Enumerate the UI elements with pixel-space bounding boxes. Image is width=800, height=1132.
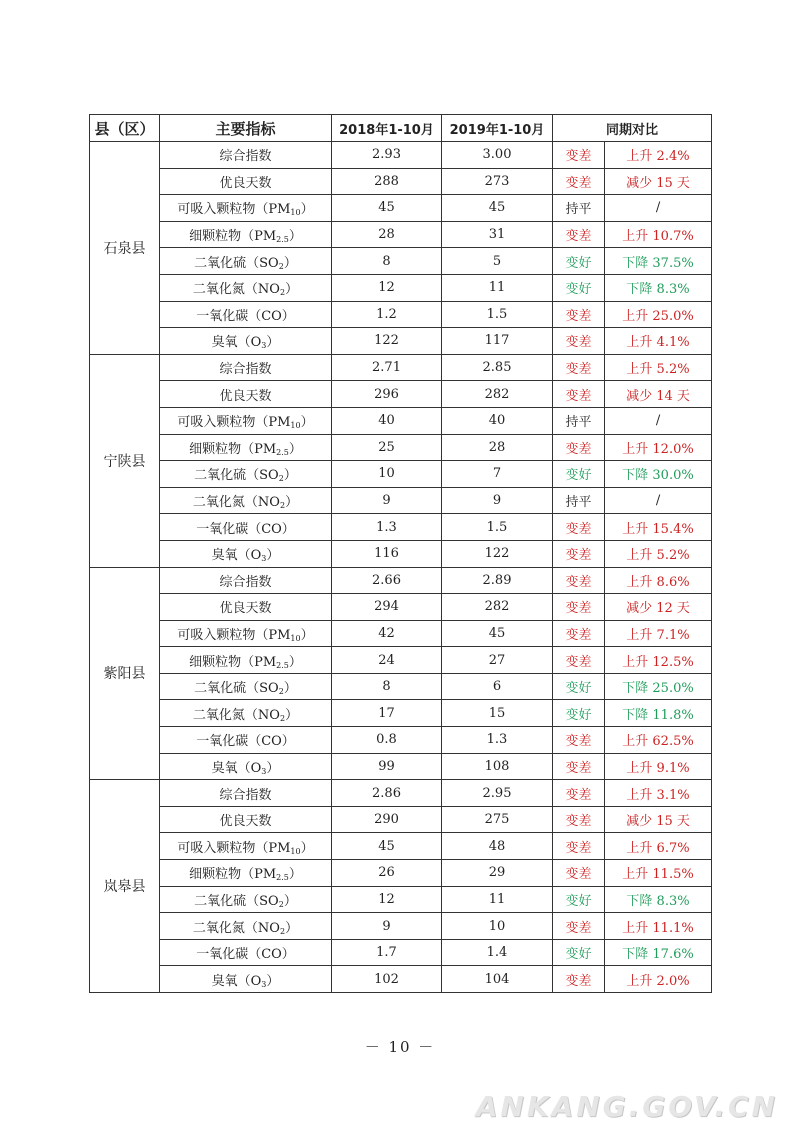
indicator-tail: ） <box>266 335 280 351</box>
value-2018: 2.86 <box>332 780 442 807</box>
indicator-cell <box>160 142 332 169</box>
indicator-subscript: 10 <box>290 633 301 643</box>
table-row <box>90 328 712 355</box>
value-2018: 2.66 <box>332 567 442 594</box>
indicator-subscript: 2.5 <box>276 873 289 883</box>
table-row <box>90 939 712 966</box>
value-2019: 9 <box>442 487 553 514</box>
change-cell: 上升 4.1% <box>605 328 712 355</box>
indicator-name: 二氧化氮（NO <box>192 282 280 298</box>
value-2018: 25 <box>332 434 442 461</box>
air-quality-table-container <box>89 114 711 990</box>
table-row <box>90 753 712 780</box>
value-2018: 296 <box>332 381 442 408</box>
change-cell: 上升 5.2% <box>605 540 712 567</box>
value-2019: 15 <box>442 700 553 727</box>
value-2018: 9 <box>332 913 442 940</box>
value-2019: 6 <box>442 673 553 700</box>
change-cell: 上升 12.0% <box>605 434 712 461</box>
change-cell: 下降 8.3% <box>605 274 712 301</box>
value-2018: 1.3 <box>332 514 442 541</box>
value-2018: 8 <box>332 248 442 275</box>
table-row <box>90 274 712 301</box>
change-cell: 上升 15.4% <box>605 514 712 541</box>
value-2018: 17 <box>332 700 442 727</box>
value-2018: 45 <box>332 195 442 222</box>
page-number: － 10 － <box>364 1038 436 1056</box>
value-2019: 40 <box>442 407 553 434</box>
indicator-name: 二氧化氮（NO <box>192 920 280 936</box>
status-cell: 变差 <box>553 221 605 248</box>
change-cell: 减少 15 天 <box>605 806 712 833</box>
status-cell: 持平 <box>553 487 605 514</box>
header-comparison: 同期对比 <box>553 115 712 142</box>
status-cell: 变差 <box>553 833 605 860</box>
header-2019: 2019年1-10月 <box>442 115 553 142</box>
change-cell: 下降 11.8% <box>605 700 712 727</box>
table-row <box>90 673 712 700</box>
value-2018: 116 <box>332 540 442 567</box>
table-row <box>90 620 712 647</box>
indicator-name: 一氧化碳（CO） <box>196 308 295 324</box>
value-2019: 1.5 <box>442 301 553 328</box>
indicator-cell <box>160 806 332 833</box>
indicator-name: 一氧化碳（CO） <box>196 947 295 963</box>
indicator-cell <box>160 434 332 461</box>
indicator-name: 臭氧（O <box>211 973 262 989</box>
change-cell: 上升 8.6% <box>605 567 712 594</box>
status-cell: 变差 <box>553 594 605 621</box>
value-2018: 9 <box>332 487 442 514</box>
indicator-tail: ） <box>285 282 299 298</box>
value-2019: 282 <box>442 594 553 621</box>
status-cell: 持平 <box>553 407 605 434</box>
change-cell: 下降 17.6% <box>605 939 712 966</box>
indicator-cell <box>160 168 332 195</box>
indicator-tail: ） <box>300 202 314 218</box>
table-row <box>90 540 712 567</box>
value-2019: 7 <box>442 461 553 488</box>
status-cell: 变差 <box>553 168 605 195</box>
value-2018: 45 <box>332 833 442 860</box>
indicator-subscript: 2 <box>279 288 286 298</box>
status-cell: 变差 <box>553 142 605 169</box>
indicator-subscript: 3 <box>261 979 267 989</box>
value-2019: 122 <box>442 540 553 567</box>
indicator-subscript: 2.5 <box>276 235 289 245</box>
table-row <box>90 487 712 514</box>
indicator-subscript: 10 <box>290 846 301 856</box>
status-cell: 变差 <box>553 647 605 674</box>
value-2019: 117 <box>442 328 553 355</box>
change-cell: 上升 6.7% <box>605 833 712 860</box>
value-2019: 1.5 <box>442 514 553 541</box>
status-cell: 变差 <box>553 966 605 993</box>
change-cell: 减少 14 天 <box>605 381 712 408</box>
watermark: ANKANG.GOV.CN <box>475 1090 778 1123</box>
status-cell: 变差 <box>553 806 605 833</box>
value-2019: 3.00 <box>442 142 553 169</box>
value-2018: 290 <box>332 806 442 833</box>
change-cell: 上升 7.1% <box>605 620 712 647</box>
indicator-subscript: 10 <box>290 421 301 431</box>
indicator-cell <box>160 966 332 993</box>
status-cell: 变差 <box>553 354 605 381</box>
table-row <box>90 142 712 169</box>
indicator-name: 综合指数 <box>219 574 272 590</box>
table-row <box>90 833 712 860</box>
indicator-cell <box>160 274 332 301</box>
header-county: 县（区） <box>90 115 160 142</box>
indicator-cell <box>160 381 332 408</box>
indicator-subscript: 10 <box>290 208 301 218</box>
indicator-cell <box>160 620 332 647</box>
county-name: 宁陕县 <box>90 354 160 567</box>
indicator-name: 一氧化碳（CO） <box>196 521 295 537</box>
county-name: 岚皋县 <box>90 780 160 993</box>
header-2018: 2018年1-10月 <box>332 115 442 142</box>
status-cell: 变差 <box>553 567 605 594</box>
table-row <box>90 860 712 887</box>
indicator-name: 综合指数 <box>219 149 272 165</box>
status-cell: 变差 <box>553 753 605 780</box>
table-row <box>90 514 712 541</box>
status-cell: 变好 <box>553 939 605 966</box>
indicator-subscript: 2 <box>278 899 284 909</box>
table-row <box>90 567 712 594</box>
indicator-name: 细颗粒物（PM <box>189 229 277 245</box>
indicator-tail: ） <box>266 548 280 564</box>
indicator-tail: ） <box>300 840 314 856</box>
indicator-name: 优良天数 <box>219 601 272 617</box>
value-2019: 104 <box>442 966 553 993</box>
indicator-tail: ） <box>300 627 314 643</box>
indicator-tail: ） <box>283 893 297 909</box>
indicator-cell <box>160 673 332 700</box>
value-2018: 288 <box>332 168 442 195</box>
table-row <box>90 168 712 195</box>
value-2019: 1.3 <box>442 727 553 754</box>
indicator-cell <box>160 195 332 222</box>
indicator-subscript: 2 <box>279 501 286 511</box>
indicator-cell <box>160 567 332 594</box>
indicator-cell <box>160 221 332 248</box>
table-row <box>90 700 712 727</box>
indicator-tail: ） <box>288 867 302 883</box>
status-cell: 变差 <box>553 727 605 754</box>
change-cell: 减少 12 天 <box>605 594 712 621</box>
table-row <box>90 647 712 674</box>
indicator-cell <box>160 301 332 328</box>
indicator-subscript: 2.5 <box>276 447 289 457</box>
status-cell: 变差 <box>553 860 605 887</box>
indicator-cell <box>160 700 332 727</box>
indicator-cell <box>160 487 332 514</box>
indicator-cell <box>160 780 332 807</box>
indicator-name: 二氧化硫（SO <box>194 468 279 484</box>
status-cell: 变差 <box>553 540 605 567</box>
value-2018: 1.2 <box>332 301 442 328</box>
indicator-name: 二氧化氮（NO <box>192 495 280 511</box>
value-2018: 1.7 <box>332 939 442 966</box>
indicator-name: 优良天数 <box>219 175 272 191</box>
indicator-name: 可吸入颗粒物（PM <box>177 415 291 431</box>
change-cell: 上升 3.1% <box>605 780 712 807</box>
table-header <box>90 115 712 142</box>
indicator-tail: ） <box>288 654 302 670</box>
value-2018: 12 <box>332 274 442 301</box>
indicator-cell <box>160 354 332 381</box>
header-indicator: 主要指标 <box>160 115 332 142</box>
value-2018: 102 <box>332 966 442 993</box>
indicator-name: 综合指数 <box>219 362 272 378</box>
indicator-tail: ） <box>283 255 297 271</box>
value-2019: 282 <box>442 381 553 408</box>
table-row <box>90 248 712 275</box>
value-2018: 294 <box>332 594 442 621</box>
indicator-subscript: 2 <box>278 474 284 484</box>
value-2019: 2.85 <box>442 354 553 381</box>
value-2019: 45 <box>442 620 553 647</box>
status-cell: 变好 <box>553 673 605 700</box>
table-row <box>90 461 712 488</box>
indicator-tail: ） <box>285 707 299 723</box>
indicator-subscript: 2.5 <box>276 660 289 670</box>
table-row <box>90 195 712 222</box>
indicator-cell <box>160 647 332 674</box>
value-2019: 1.4 <box>442 939 553 966</box>
status-cell: 变差 <box>553 514 605 541</box>
value-2019: 45 <box>442 195 553 222</box>
indicator-cell <box>160 833 332 860</box>
indicator-subscript: 3 <box>261 554 267 564</box>
header-row <box>90 115 712 142</box>
value-2019: 11 <box>442 886 553 913</box>
change-cell: 上升 2.4% <box>605 142 712 169</box>
value-2019: 5 <box>442 248 553 275</box>
change-cell: 上升 12.5% <box>605 647 712 674</box>
table-row <box>90 354 712 381</box>
value-2019: 27 <box>442 647 553 674</box>
indicator-cell <box>160 461 332 488</box>
indicator-tail: ） <box>285 495 299 511</box>
indicator-name: 二氧化硫（SO <box>194 681 279 697</box>
table-body <box>90 142 712 993</box>
value-2019: 31 <box>442 221 553 248</box>
value-2018: 10 <box>332 461 442 488</box>
value-2018: 12 <box>332 886 442 913</box>
value-2019: 2.89 <box>442 567 553 594</box>
indicator-tail: ） <box>266 973 280 989</box>
indicator-cell <box>160 407 332 434</box>
change-cell: 减少 15 天 <box>605 168 712 195</box>
indicator-name: 可吸入颗粒物（PM <box>177 840 291 856</box>
value-2019: 275 <box>442 806 553 833</box>
change-cell: / <box>605 195 712 222</box>
indicator-name: 二氧化硫（SO <box>194 893 279 909</box>
indicator-cell <box>160 594 332 621</box>
value-2018: 122 <box>332 328 442 355</box>
table-row <box>90 221 712 248</box>
table-row <box>90 407 712 434</box>
value-2019: 48 <box>442 833 553 860</box>
status-cell: 变好 <box>553 700 605 727</box>
value-2019: 2.95 <box>442 780 553 807</box>
county-name: 紫阳县 <box>90 567 160 780</box>
indicator-name: 一氧化碳（CO） <box>196 734 295 750</box>
value-2019: 273 <box>442 168 553 195</box>
indicator-cell <box>160 540 332 567</box>
value-2018: 28 <box>332 221 442 248</box>
status-cell: 持平 <box>553 195 605 222</box>
table-row <box>90 966 712 993</box>
indicator-tail: ） <box>285 920 299 936</box>
indicator-cell <box>160 514 332 541</box>
value-2019: 108 <box>442 753 553 780</box>
table-row <box>90 886 712 913</box>
status-cell: 变差 <box>553 328 605 355</box>
indicator-name: 臭氧（O <box>211 760 262 776</box>
change-cell: 上升 5.2% <box>605 354 712 381</box>
value-2018: 2.93 <box>332 142 442 169</box>
indicator-cell <box>160 753 332 780</box>
indicator-cell <box>160 913 332 940</box>
status-cell: 变差 <box>553 301 605 328</box>
indicator-subscript: 2 <box>278 261 284 271</box>
value-2018: 42 <box>332 620 442 647</box>
indicator-name: 可吸入颗粒物（PM <box>177 202 291 218</box>
indicator-tail: ） <box>266 760 280 776</box>
change-cell: 上升 11.1% <box>605 913 712 940</box>
status-cell: 变差 <box>553 381 605 408</box>
status-cell: 变好 <box>553 886 605 913</box>
change-cell: 上升 9.1% <box>605 753 712 780</box>
table-row <box>90 434 712 461</box>
indicator-subscript: 2 <box>278 687 284 697</box>
table-row <box>90 381 712 408</box>
indicator-subscript: 3 <box>261 766 267 776</box>
change-cell: / <box>605 487 712 514</box>
indicator-cell <box>160 886 332 913</box>
indicator-cell <box>160 248 332 275</box>
indicator-subscript: 3 <box>261 341 267 351</box>
indicator-subscript: 2 <box>279 713 286 723</box>
value-2019: 10 <box>442 913 553 940</box>
value-2018: 0.8 <box>332 727 442 754</box>
table-row <box>90 594 712 621</box>
indicator-tail: ） <box>283 468 297 484</box>
status-cell: 变差 <box>553 434 605 461</box>
change-cell: / <box>605 407 712 434</box>
indicator-name: 可吸入颗粒物（PM <box>177 627 291 643</box>
indicator-subscript: 2 <box>279 926 286 936</box>
indicator-name: 臭氧（O <box>211 335 262 351</box>
change-cell: 上升 62.5% <box>605 727 712 754</box>
change-cell: 上升 10.7% <box>605 221 712 248</box>
indicator-cell <box>160 860 332 887</box>
value-2018: 2.71 <box>332 354 442 381</box>
indicator-name: 综合指数 <box>219 787 272 803</box>
change-cell: 上升 25.0% <box>605 301 712 328</box>
value-2018: 99 <box>332 753 442 780</box>
indicator-tail: ） <box>288 441 302 457</box>
indicator-cell <box>160 727 332 754</box>
change-cell: 下降 30.0% <box>605 461 712 488</box>
change-cell: 上升 2.0% <box>605 966 712 993</box>
table-row <box>90 301 712 328</box>
indicator-name: 臭氧（O <box>211 548 262 564</box>
indicator-name: 细颗粒物（PM <box>189 867 277 883</box>
indicator-name: 优良天数 <box>219 388 272 404</box>
table-row <box>90 806 712 833</box>
status-cell: 变好 <box>553 248 605 275</box>
status-cell: 变差 <box>553 620 605 647</box>
indicator-tail: ） <box>300 415 314 431</box>
value-2019: 28 <box>442 434 553 461</box>
indicator-cell <box>160 328 332 355</box>
county-name: 石泉县 <box>90 142 160 355</box>
indicator-name: 优良天数 <box>219 814 272 830</box>
value-2018: 26 <box>332 860 442 887</box>
indicator-name: 细颗粒物（PM <box>189 654 277 670</box>
indicator-tail: ） <box>283 681 297 697</box>
indicator-name: 细颗粒物（PM <box>189 441 277 457</box>
table-row <box>90 780 712 807</box>
status-cell: 变差 <box>553 780 605 807</box>
change-cell: 下降 37.5% <box>605 248 712 275</box>
change-cell: 下降 25.0% <box>605 673 712 700</box>
value-2018: 40 <box>332 407 442 434</box>
value-2019: 11 <box>442 274 553 301</box>
status-cell: 变好 <box>553 461 605 488</box>
change-cell: 下降 8.3% <box>605 886 712 913</box>
air-quality-table <box>89 114 712 993</box>
table-row <box>90 727 712 754</box>
indicator-name: 二氧化硫（SO <box>194 255 279 271</box>
status-cell: 变好 <box>553 274 605 301</box>
value-2018: 8 <box>332 673 442 700</box>
table-row <box>90 913 712 940</box>
value-2019: 29 <box>442 860 553 887</box>
indicator-name: 二氧化氮（NO <box>192 707 280 723</box>
indicator-cell <box>160 939 332 966</box>
indicator-tail: ） <box>288 229 302 245</box>
status-cell: 变差 <box>553 913 605 940</box>
value-2018: 24 <box>332 647 442 674</box>
change-cell: 上升 11.5% <box>605 860 712 887</box>
